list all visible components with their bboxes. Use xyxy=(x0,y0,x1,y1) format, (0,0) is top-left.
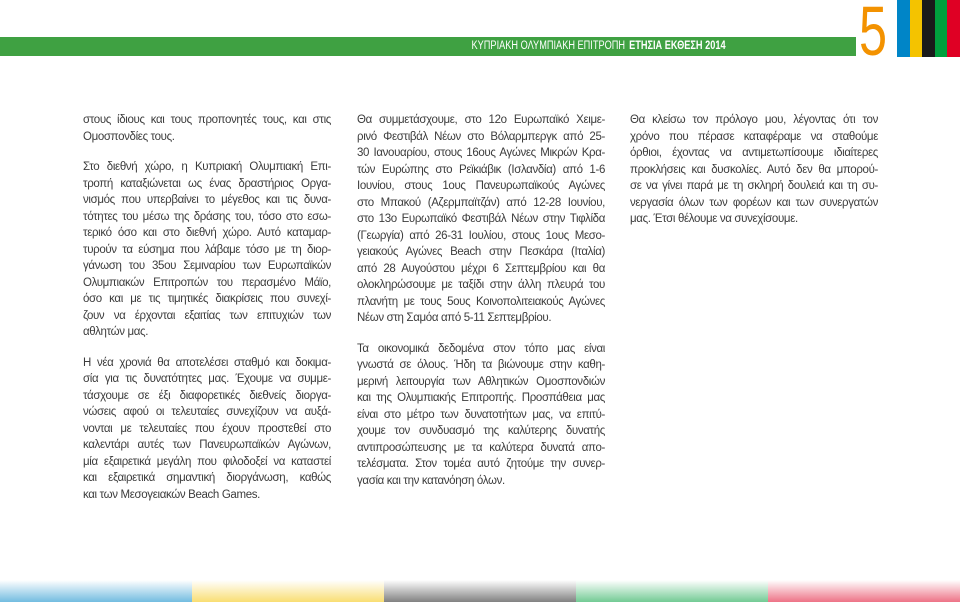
text-line: (Γεωργία) από 26-31 Ιουλίου, στους 1ους Μεσο- xyxy=(357,229,605,242)
footer-segment-red xyxy=(768,580,960,602)
text-column-2 xyxy=(357,112,605,503)
footer-segment-green xyxy=(576,580,768,602)
text-line: όρθιοι, έχοντας να αντιμετωπίσουμε ιδιαίτερες xyxy=(630,147,878,159)
text-line: Στο διεθνή χώρο, η Κυπριακή Ολυμπιακή Επι- xyxy=(83,161,331,173)
text-line: Η νέα χρονιά θα αποτελέσει σταθμό και δοκιμα- xyxy=(83,356,331,369)
text-line: Ομοσπονδίες τους. xyxy=(83,130,175,143)
text-column-1 xyxy=(83,112,331,517)
text-line: Θα συμμετάσχουμε, στο 12ο Ευρωπαϊκό Χειμε- xyxy=(357,114,605,126)
text-line: νισμός που υπερβαίνει το μέγεθος και τις δυνα- xyxy=(83,194,331,206)
text-line: ζουν να έρχονται εξαιτίας των επιτυχιών των xyxy=(83,309,331,322)
stripe-yellow xyxy=(910,0,923,57)
text-line: στους ίδιους και τους προπονητές τους, και στις xyxy=(83,114,331,126)
organization-name: ΚΥΠΡΙΑΚΗ ΟΛΥΜΠΙΑΚΗ ΕΠΙΤΡΟΠΗ xyxy=(471,40,626,52)
text-line: όσο και με τις τιμητικές διακρίσεις που συνεχί- xyxy=(83,293,331,305)
text-line: νονται με τελευταίες που έχουν προστεθεί στο xyxy=(83,422,331,435)
report-title: ΕΤΗΣΙΑ ΕΚΘΕΣΗ 2014 xyxy=(629,40,726,52)
text-line: μερινή λειτουργία των Αθλητικών Ομοσπονδιών xyxy=(357,375,605,388)
text-line: νεργασία όλων των φορέων και των συνεργατών xyxy=(630,196,878,209)
text-line: σε να γίνει παρά με τη σκληρή δουλειά και τη συ- xyxy=(630,180,878,192)
text-line: από 28 Αυγούστου μέχρι 6 Σεπτεμβρίου και θα xyxy=(357,262,605,275)
text-line: τροπή καταξιώνεται ως ένας δραστήριος Οργα- xyxy=(83,177,331,190)
paragraph xyxy=(83,112,331,145)
text-column-3 xyxy=(630,112,878,242)
text-line: καλεντάρι αυτές των Πανευρωπαϊκών Αγώνων, xyxy=(83,439,331,451)
text-line: γασία και την κατανόηση όλων. xyxy=(357,474,505,487)
text-line: τελέσματα. Στον τομέα αυτό ζητούμε την συνερ- xyxy=(357,458,605,470)
text-line: πλανήτη με τους 5ους Κοινοπολιτειακούς Αγώνες xyxy=(357,295,605,308)
paragraph xyxy=(83,355,331,504)
text-line: γάνωση του 35ου Σεμιναρίου των Ευρωπαϊκών xyxy=(83,260,331,272)
page-number: 5 xyxy=(859,0,888,70)
text-line: γειακούς Αγώνες Beach στην Πεσκάρα (Ιταλία) xyxy=(357,246,605,258)
text-line: χρόνο που πέρασε καταφέραμε να σταθούμε xyxy=(630,130,878,143)
stripe-black xyxy=(922,0,935,57)
text-line: ολοκληρώσουμε με ταξίδι στην άλλη πλευρά του xyxy=(357,279,605,291)
running-header xyxy=(472,38,726,55)
text-line: μας. Έτσι θέλουμε να συνεχίσουμε. xyxy=(630,213,798,225)
text-line: Θα κλείσω τον πρόλογο μου, λέγοντας ότι τον xyxy=(630,114,878,126)
paragraph xyxy=(357,112,605,327)
stripe-blue xyxy=(897,0,910,57)
footer-segment-yellow xyxy=(192,580,384,602)
text-line: Νέων στη Σαμόα από 5-11 Σεπτεμβρίου. xyxy=(357,312,552,324)
text-line: στο 13ο Ευρωπαϊκό Φεστιβάλ Νέων στην Τιφλίδα xyxy=(357,213,605,225)
footer-segment-black xyxy=(384,580,576,602)
olympic-color-stripes xyxy=(897,0,960,57)
stripe-red xyxy=(947,0,960,57)
text-line: Ιουνίου, στους 1ους Πανευρωπαϊκούς Αγώνες xyxy=(357,180,605,192)
text-line: τότητες του μέσω της δράσης του, τόσο στο εσω- xyxy=(83,210,331,223)
text-line: τυρούν τα εύσημα που λάβαμε τόσο με τη διορ- xyxy=(83,243,331,256)
text-line: και των Μεσογειακών Beach Games. xyxy=(83,488,260,501)
text-line: μία εξαιρετικά μεγάλη που φιλοδοξεί να καταστεί xyxy=(83,455,331,468)
text-line: 30 Ιανουαρίου, στους 16ους Αγώνες Μικρών Κρα- xyxy=(357,147,605,159)
text-line: στο Μπακού (Αζερμπαϊτζάν) από 12-28 Ιουνίου, xyxy=(357,196,605,209)
text-line: σία για τις δυνατότητες μας. Έχουμε να συμμε- xyxy=(83,373,331,385)
header-bar xyxy=(0,37,856,56)
paragraph xyxy=(83,159,331,341)
text-line: τών Ευρώπης στο Ρεϊκιάβικ (Ισλανδία) από 1-6 xyxy=(357,163,605,176)
text-line: χουμε τον συνδυασμό της καλύτερης δυνατής xyxy=(357,425,605,437)
text-line: γνωστά σε όλους. Ήδη τα βιώνουμε στην καθη- xyxy=(357,359,605,371)
footer-segment-blue xyxy=(0,580,192,602)
text-line: τάσχουμε σε έξι διαφορετικές διεθνείς διοργα- xyxy=(83,389,331,402)
text-line: αντιπροσώπευσης με τα καλύτερα δυνατά απο- xyxy=(357,441,605,454)
text-line: τερικό όσο και στο διεθνή χώρο. Αυτό καταμαρ- xyxy=(83,227,331,239)
text-line: και εξαιρετικά σημαντική διοργάνωση, καθώς xyxy=(83,472,331,484)
footer-color-band xyxy=(0,580,960,602)
paragraph xyxy=(630,112,878,228)
text-line: Τα οικονομικά δεδομένα στον τόπο μας είναι xyxy=(357,342,605,355)
text-line: Ολυμπιακών Επιτροπών του περασμένο Μάϊο, xyxy=(83,276,331,289)
paragraph xyxy=(357,341,605,490)
text-line: αθλητών μας. xyxy=(83,326,149,338)
text-line: και της Ολυμπιακής Επιτροπής. Προσπάθεια μας xyxy=(357,392,605,404)
stripe-green xyxy=(935,0,948,57)
text-line: ρινό Φεστιβάλ Νέων στο Βόλαρμπεργκ από 25- xyxy=(357,130,605,143)
text-line: νώσεις αφού οι τελευταίες συνεχίζουν να αυξά- xyxy=(83,406,331,418)
text-line: προκλήσεις και δυσκολίες. Αυτό δεν θα μπορού- xyxy=(630,163,878,176)
text-line: είναι στο μέτρο των δυνατοτήτων μας, να επιτύ- xyxy=(357,408,605,421)
